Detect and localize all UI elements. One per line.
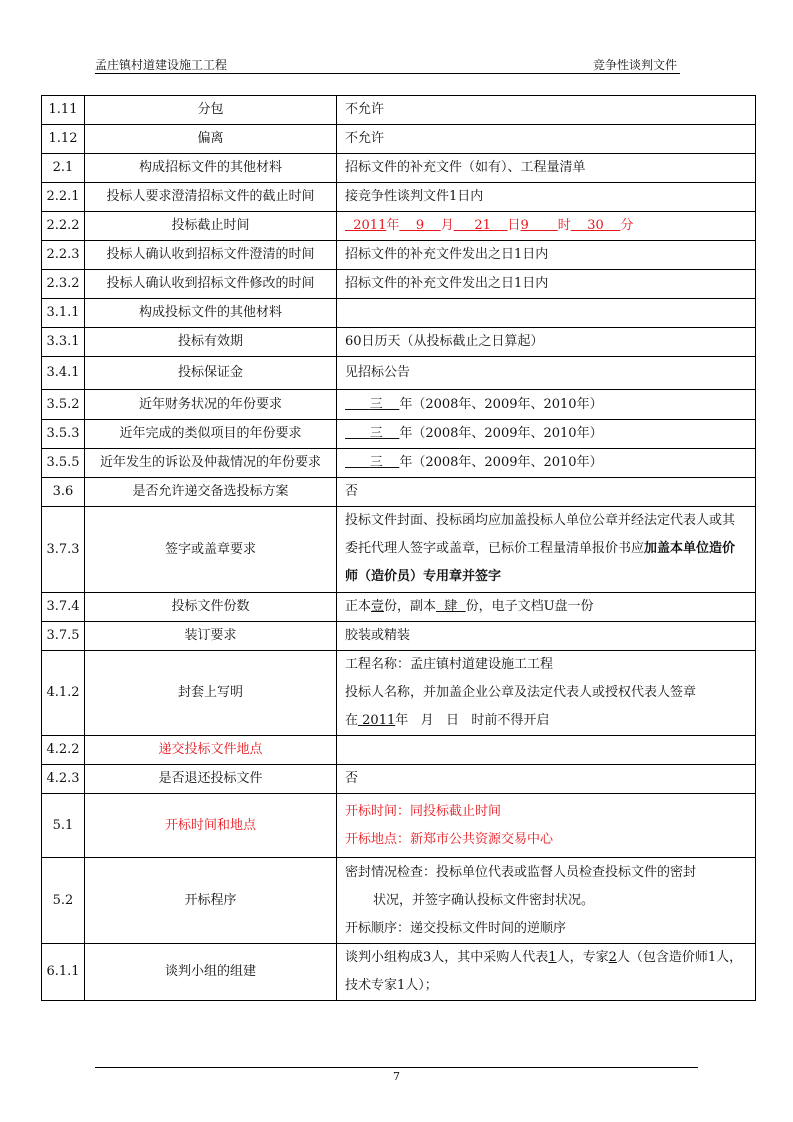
- content-text: 状况，并签字确认投标文件密封状况。: [373, 892, 595, 908]
- clause-item: 投标保证金: [85, 357, 337, 390]
- content-text: 开标顺序：递交投标文件时间的逆顺序: [345, 920, 567, 936]
- clause-content: [337, 478, 756, 507]
- clause-number: 2.2.3: [42, 241, 85, 270]
- content-paragraph: [345, 826, 747, 854]
- table-row: [42, 858, 756, 944]
- clause-item: 递交投标文件地点: [85, 736, 337, 765]
- content-paragraph: [345, 359, 747, 387]
- clause-content: [337, 183, 756, 212]
- content-paragraph: [345, 507, 747, 591]
- table-row: [42, 420, 756, 449]
- content-paragraph: [345, 859, 747, 887]
- content-text: 招标文件的补充文件发出之日1日内: [345, 247, 549, 262]
- clause-number: 2.2.1: [42, 183, 85, 212]
- content-text: 月: [440, 218, 454, 233]
- clause-number: 5.1: [42, 794, 85, 858]
- clause-content: [337, 125, 756, 154]
- content-text: 年: [386, 218, 400, 233]
- table-row: [42, 125, 756, 154]
- content-text: 招标文件的补充文件发出之日1日内: [345, 276, 549, 291]
- clause-number: 1.12: [42, 125, 85, 154]
- clause-content: [337, 858, 756, 944]
- clause-item: 近年完成的类似项目的年份要求: [85, 420, 337, 449]
- content-text: 份，副本: [384, 599, 437, 614]
- table-row: [42, 299, 756, 328]
- content-text: 30: [570, 218, 621, 233]
- clause-item: 构成招标文件的其他材料: [85, 154, 337, 183]
- footer-divider: [95, 1067, 698, 1068]
- table-row: [42, 183, 756, 212]
- clause-number: 4.2.2: [42, 736, 85, 765]
- clause-number: 3.5.2: [42, 390, 85, 420]
- content-text: 人（包含造价师1人，技术专家1人）；: [345, 950, 743, 993]
- table-row: [42, 212, 756, 241]
- clause-content: [337, 270, 756, 299]
- content-text: 三: [345, 396, 400, 412]
- content-paragraph: [345, 651, 747, 679]
- content-paragraph: [345, 887, 747, 915]
- clause-number: 3.6: [42, 478, 85, 507]
- table-row: [42, 651, 756, 736]
- content-paragraph: [345, 679, 747, 707]
- content-text: 日: [507, 218, 521, 233]
- table-row: [42, 478, 756, 507]
- clause-number: 4.1.2: [42, 651, 85, 736]
- clause-item: 装订要求: [85, 622, 337, 651]
- content-text: 壹: [371, 599, 385, 614]
- content-text: 密封情况检查：投标单位代表或监督人员检查投标文件的密封: [345, 864, 697, 880]
- clause-content: [337, 299, 756, 328]
- content-text: 开标时间：同投标截止时间: [345, 803, 502, 819]
- clause-content: [337, 507, 756, 593]
- content-text: 谈判小组构成3人，其中采购人代表: [345, 950, 549, 965]
- clause-item: 是否退还投标文件: [85, 765, 337, 794]
- table-row: [42, 328, 756, 357]
- clause-number: 1.11: [42, 96, 85, 125]
- content-text: 三: [345, 455, 400, 470]
- clause-number: 3.5.5: [42, 449, 85, 478]
- clause-number: 3.5.3: [42, 420, 85, 449]
- content-text: 加盖本单位造价师（造价员）专用章并签字: [345, 541, 736, 584]
- content-paragraph: [345, 212, 747, 240]
- clause-item: 投标人确认收到招标文件修改的时间: [85, 270, 337, 299]
- clause-item: 封套上写明: [85, 651, 337, 736]
- clause-item: 偏离: [85, 125, 337, 154]
- content-paragraph: [345, 798, 747, 826]
- clause-item: 开标时间和地点: [85, 794, 337, 858]
- content-text: 时: [557, 218, 571, 233]
- content-paragraph: [345, 944, 747, 1000]
- table-row: [42, 390, 756, 420]
- content-text: 接竞争性谈判文件1日内: [345, 189, 484, 204]
- content-text: 人，专家: [556, 950, 609, 965]
- content-text: 肆: [436, 599, 466, 614]
- clause-content: [337, 420, 756, 449]
- clause-number: 3.7.3: [42, 507, 85, 593]
- content-paragraph: [345, 241, 747, 269]
- content-text: 否: [345, 484, 359, 499]
- content-paragraph: [345, 478, 747, 506]
- content-text: 见招标公告: [345, 365, 411, 380]
- header-divider: [95, 73, 680, 74]
- clause-content: [337, 765, 756, 794]
- content-text: 不允许: [345, 102, 385, 117]
- content-paragraph: [345, 125, 747, 153]
- table-row: [42, 765, 756, 794]
- content-text: 年（2008年、2009年、2010年）: [399, 396, 603, 412]
- clause-content: [337, 241, 756, 270]
- clause-number: 6.1.1: [42, 944, 85, 1001]
- content-paragraph: [345, 183, 747, 211]
- content-paragraph: [345, 765, 747, 793]
- content-text: 年（2008年、2009年、2010年）: [399, 455, 603, 470]
- table-row: [42, 736, 756, 765]
- clause-content: [337, 651, 756, 736]
- clause-content: [337, 212, 756, 241]
- clause-content: [337, 449, 756, 478]
- table-row: [42, 622, 756, 651]
- clause-content: [337, 622, 756, 651]
- content-text: 1: [548, 950, 557, 965]
- table-row: [42, 241, 756, 270]
- clause-content: [337, 96, 756, 125]
- content-paragraph: [345, 915, 747, 943]
- content-paragraph: [345, 270, 747, 298]
- clause-number: 3.7.4: [42, 593, 85, 622]
- clause-item: 谈判小组的组建: [85, 944, 337, 1001]
- content-text: 三: [345, 426, 400, 441]
- header-doc-type: 竞争性谈判文件: [592, 58, 677, 72]
- clause-number: 4.2.3: [42, 765, 85, 794]
- clause-item: 投标文件份数: [85, 593, 337, 622]
- clause-content: [337, 593, 756, 622]
- clause-number: 3.4.1: [42, 357, 85, 390]
- table-row: [42, 357, 756, 390]
- content-paragraph: [345, 593, 747, 621]
- table-row: [42, 794, 756, 858]
- clause-content: [337, 736, 756, 765]
- clause-item: 分包: [85, 96, 337, 125]
- clause-item: 近年财务状况的年份要求: [85, 390, 337, 420]
- table-row: [42, 944, 756, 1001]
- clause-item: 近年发生的诉讼及仲裁情况的年份要求: [85, 449, 337, 478]
- clause-item: 投标截止时间: [85, 212, 337, 241]
- content-text: 年（2008年、2009年、2010年）: [399, 426, 603, 441]
- content-text: 份，电子文档U盘一份: [465, 599, 594, 614]
- content-paragraph: [345, 707, 747, 735]
- clause-number: 3.7.5: [42, 622, 85, 651]
- content-text: 21: [453, 218, 508, 233]
- clause-content: [337, 154, 756, 183]
- clause-number: 2.2.2: [42, 212, 85, 241]
- content-text: 9: [520, 218, 558, 233]
- content-text: 正本: [345, 599, 372, 614]
- clause-content: [337, 390, 756, 420]
- table-row: [42, 96, 756, 125]
- table-row: [42, 507, 756, 593]
- content-text: 否: [345, 771, 359, 786]
- content-text: 分: [620, 218, 634, 233]
- content-paragraph: [345, 622, 747, 650]
- clause-number: 5.2: [42, 858, 85, 944]
- clause-item: 投标人要求澄清招标文件的截止时间: [85, 183, 337, 212]
- content-text: 2: [608, 950, 617, 965]
- content-text: 开标地点：新郑市公共资源交易中心: [345, 831, 554, 847]
- header-project-name: 孟庄镇村道建设施工工程: [95, 58, 228, 72]
- clause-item: 投标人确认收到招标文件澄清的时间: [85, 241, 337, 270]
- table-row: [42, 154, 756, 183]
- content-text: 9: [399, 218, 441, 233]
- content-text: 投标人名称，并加盖企业公章及法定代表人或授权代表人签章: [345, 685, 697, 700]
- table-row: [42, 449, 756, 478]
- content-paragraph: [345, 154, 747, 182]
- content-paragraph: [345, 391, 747, 419]
- content-paragraph: [345, 449, 747, 477]
- clause-number: 2.1: [42, 154, 85, 183]
- content-text: 招标文件的补充文件（如有）、工程量清单: [345, 160, 586, 175]
- clause-number: 2.3.2: [42, 270, 85, 299]
- clause-item: 开标程序: [85, 858, 337, 944]
- page-number: 7: [393, 1070, 400, 1083]
- clause-number: 3.1.1: [42, 299, 85, 328]
- content-text: 投标文件封面、投标函均应加盖投标人单位公章并经法定代表人或其委托代理人签字或盖章，已标价工程量清单报价书应: [345, 513, 736, 556]
- content-text: 2011: [345, 218, 387, 233]
- clause-content: [337, 357, 756, 390]
- bid-data-table: [41, 95, 756, 1001]
- content-text: 胶装或精装: [345, 628, 411, 643]
- clause-content: [337, 328, 756, 357]
- clause-item: 投标有效期: [85, 328, 337, 357]
- content-paragraph: [345, 420, 747, 448]
- content-text: 年 月 日 时前不得开启: [395, 713, 550, 728]
- content-text: 60日历天（从投标截止之日算起）: [345, 334, 544, 349]
- table-row: [42, 593, 756, 622]
- content-paragraph: [345, 96, 747, 124]
- clause-content: [337, 794, 756, 858]
- content-paragraph: [345, 328, 747, 356]
- clause-item: 签字或盖章要求: [85, 507, 337, 593]
- content-text: 在: [345, 713, 359, 728]
- content-text: 不允许: [345, 131, 385, 146]
- clause-item: 是否允许递交备选投标方案: [85, 478, 337, 507]
- clause-number: 3.3.1: [42, 328, 85, 357]
- clause-item: 构成投标文件的其他材料: [85, 299, 337, 328]
- clause-content: [337, 944, 756, 1001]
- table-row: [42, 270, 756, 299]
- content-text: 2011: [358, 713, 396, 728]
- content-text: 工程名称：孟庄镇村道建设施工工程: [345, 657, 554, 672]
